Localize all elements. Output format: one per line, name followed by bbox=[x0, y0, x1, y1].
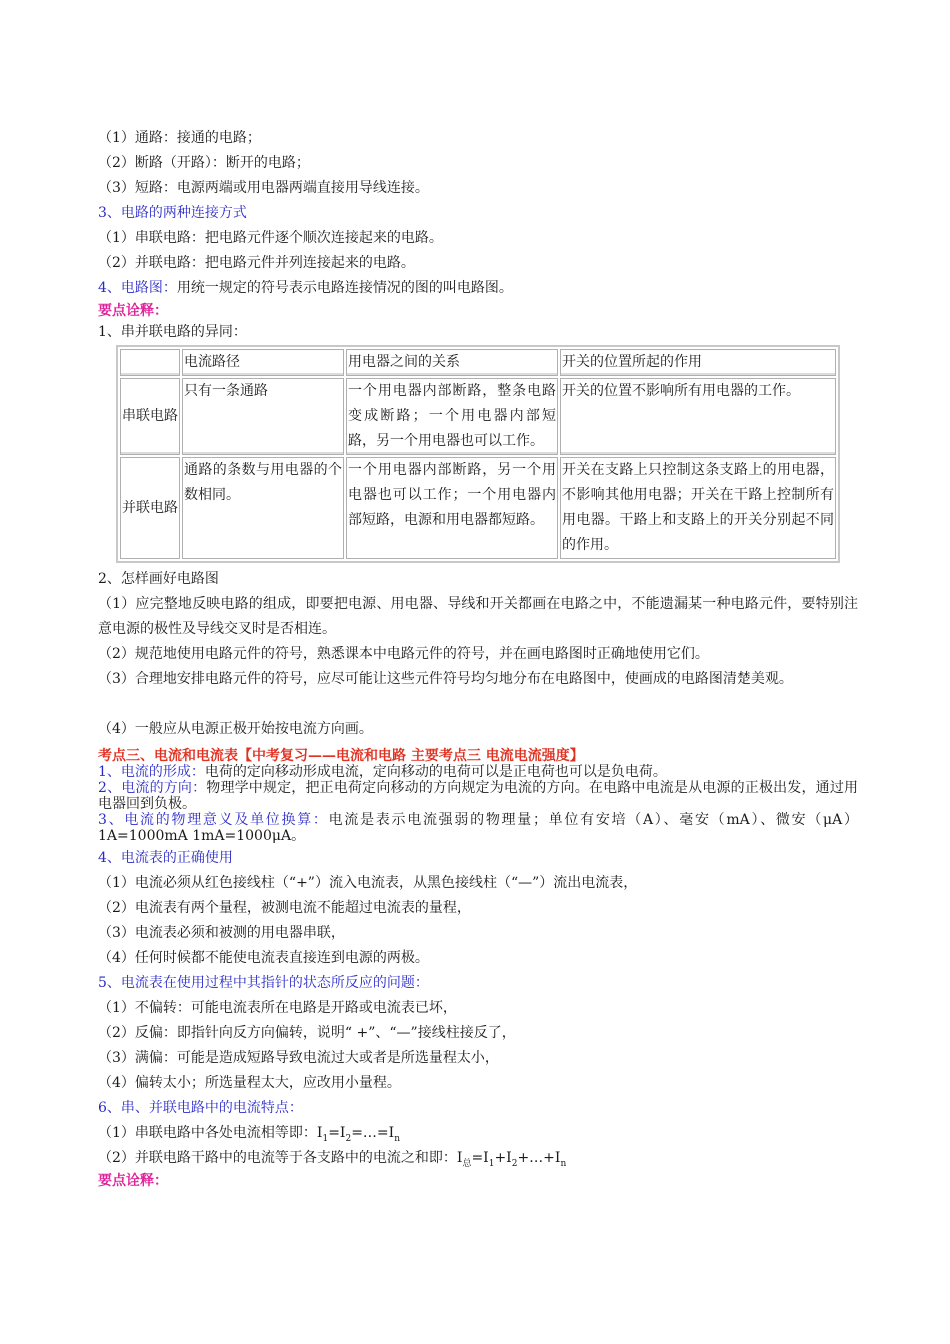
connection-title: 3、电路的两种连接方式 bbox=[98, 205, 247, 221]
table-cell: 开关的位置不影响所有用电器的工作。 bbox=[560, 378, 836, 455]
draw-item: （3）合理地安排电路元件的符号，应尽可能让这些元件符号均匀地分布在电路图中，使画成的电路图清楚美观。 bbox=[98, 671, 793, 687]
circuit-state-short: （3）短路：电源两端或用电器两端直接用导线连接。 bbox=[98, 180, 429, 196]
diagram-definition bbox=[98, 276, 858, 301]
ammeter-title: 4、电流表的正确使用 bbox=[98, 850, 233, 866]
ammeter-item: （3）电流表必须和被测的用电器串联， bbox=[98, 925, 345, 941]
feature-series: （1）串联电路中各处电流相等即：$I_1=I_2=\dots=I_n$ bbox=[98, 1125, 400, 1144]
diagram-label: 4、电路图： bbox=[98, 280, 177, 296]
table-header-cell: 开关的位置所起的作用 bbox=[560, 349, 836, 376]
table-header-cell bbox=[120, 349, 180, 376]
section3-heading: 考点三、电流和电流表 bbox=[98, 748, 238, 764]
pointer-item: （1）不偏转：可能电流表所在电路是开路或电流表已坏， bbox=[98, 1000, 457, 1016]
current-definition bbox=[98, 764, 858, 780]
table-cell: 并联电路 bbox=[120, 457, 180, 559]
definition-label: 3、电流的物理意义及单位换算： bbox=[98, 812, 329, 828]
table-header-cell: 用电器之间的关系 bbox=[346, 349, 558, 376]
connection-parallel: （2）并联电路：把电路元件并列连接起来的电路。 bbox=[98, 255, 415, 271]
table-cell: 开关在支路上只控制这条支路上的用电器，不影响其他用电器；开关在干路上控制所有用电器。干路上和支路上的开关分别起不同的作用。 bbox=[560, 457, 836, 559]
series-formula: $I_1=I_2=\dots=I_n$ bbox=[316, 1125, 400, 1144]
table-header-row bbox=[120, 349, 836, 376]
current-definition bbox=[98, 780, 858, 812]
pointer-title: 5、电流表在使用过程中其指针的状态所反应的问题： bbox=[98, 975, 429, 991]
document-page bbox=[98, 126, 858, 1191]
circuit-state-break: （2）断路（开路）：断开的电路； bbox=[98, 155, 310, 171]
parallel-formula: $I_总=I_1+I_2+\dots+I_n$ bbox=[456, 1150, 567, 1169]
compare-title: 1、串并联电路的异同： bbox=[98, 324, 247, 340]
definition-text: 电荷的定向移动形成电流，定向移动的电荷可以是正电荷也可以是负电荷。 bbox=[204, 764, 667, 780]
draw-item: （1）应完整地反映电路的组成，即要把电源、用电器、导线和开关都画在电路之中，不能遗漏某一种电路元件，要特别注意电源的极性及导线交叉时是否相连。 bbox=[98, 596, 858, 637]
draw-title: 2、怎样画好电路图 bbox=[98, 571, 219, 587]
table-cell: 只有一条通路 bbox=[182, 378, 344, 455]
definition-text: 电流是表示电流强弱的物理量；单位有安培（A）、毫安（mA）、微安（μA） 1A=1000mA 1mA=1000μA。 bbox=[98, 812, 858, 844]
section3-title bbox=[98, 748, 858, 764]
pointer-item: （2）反偏：即指针向反方向偏转，说明“ +”、“—”接线柱接反了， bbox=[98, 1025, 516, 1041]
ammeter-item: （1）电流必须从红色接线柱（“+”）流入电流表，从黑色接线柱（“—”）流出电流表， bbox=[98, 875, 638, 891]
feature-parallel: （2）并联电路干路中的电流等于各支路中的电流之和即：$I_总=I_1+I_2+\dots+I_n$ bbox=[98, 1150, 567, 1169]
definition-label: 1、电流的形成： bbox=[98, 764, 205, 780]
circuit-state-open: （1）通路：接通的电路； bbox=[98, 130, 261, 146]
definition-label: 2、电流的方向： bbox=[98, 780, 207, 796]
draw-item: （4）一般应从电源正极开始按电流方向画。 bbox=[98, 721, 373, 737]
table-cell: 串联电路 bbox=[120, 378, 180, 455]
connection-series: （1）串联电路：把电路元件逐个顺次连接起来的电路。 bbox=[98, 230, 443, 246]
key-note-heading: 要点诠释： bbox=[98, 303, 168, 319]
current-definition bbox=[98, 812, 858, 844]
features-title: 6、串、并联电路中的电流特点： bbox=[98, 1100, 303, 1116]
table-row bbox=[120, 457, 836, 559]
table-cell: 通路的条数与用电器的个数相同。 bbox=[182, 457, 344, 559]
key-note-heading: 要点诠释： bbox=[98, 1173, 168, 1189]
table-cell: 一个用电器内部断路，整条电路变成断路；一个用电器内部短路，另一个用电器也可以工作。 bbox=[346, 378, 558, 455]
comparison-table bbox=[116, 345, 840, 563]
table-cell: 一个用电器内部断路，另一个用电器也可以工作；一个用电器内部短路，电源和用电器都短路。 bbox=[346, 457, 558, 559]
ammeter-item: （4）任何时候都不能使电流表直接连到电源的两极。 bbox=[98, 950, 429, 966]
section3-link[interactable]: 【中考复习——电流和电路 主要考点三 电流电流强度】 bbox=[238, 748, 584, 764]
diagram-text: 用统一规定的符号表示电路连接情况的图的叫电路图。 bbox=[176, 280, 513, 296]
table-header-cell: 电流路径 bbox=[182, 349, 344, 376]
pointer-item: （3）满偏：可能是造成短路导致电流过大或者是所选量程太小， bbox=[98, 1050, 499, 1066]
definition-text: 物理学中规定，把正电荷定向移动的方向规定为电流的方向。在电路中电流是从电源的正极出发，通过用电器回到负极。 bbox=[98, 780, 858, 812]
table-row bbox=[120, 378, 836, 455]
draw-item: （2）规范地使用电路元件的符号，熟悉课本中电路元件的符号，并在画电路图时正确地使用它们。 bbox=[98, 646, 709, 662]
pointer-item: （4）偏转太小；所选量程太大，应改用小量程。 bbox=[98, 1075, 401, 1091]
ammeter-item: （2）电流表有两个量程，被测电流不能超过电流表的量程， bbox=[98, 900, 471, 916]
